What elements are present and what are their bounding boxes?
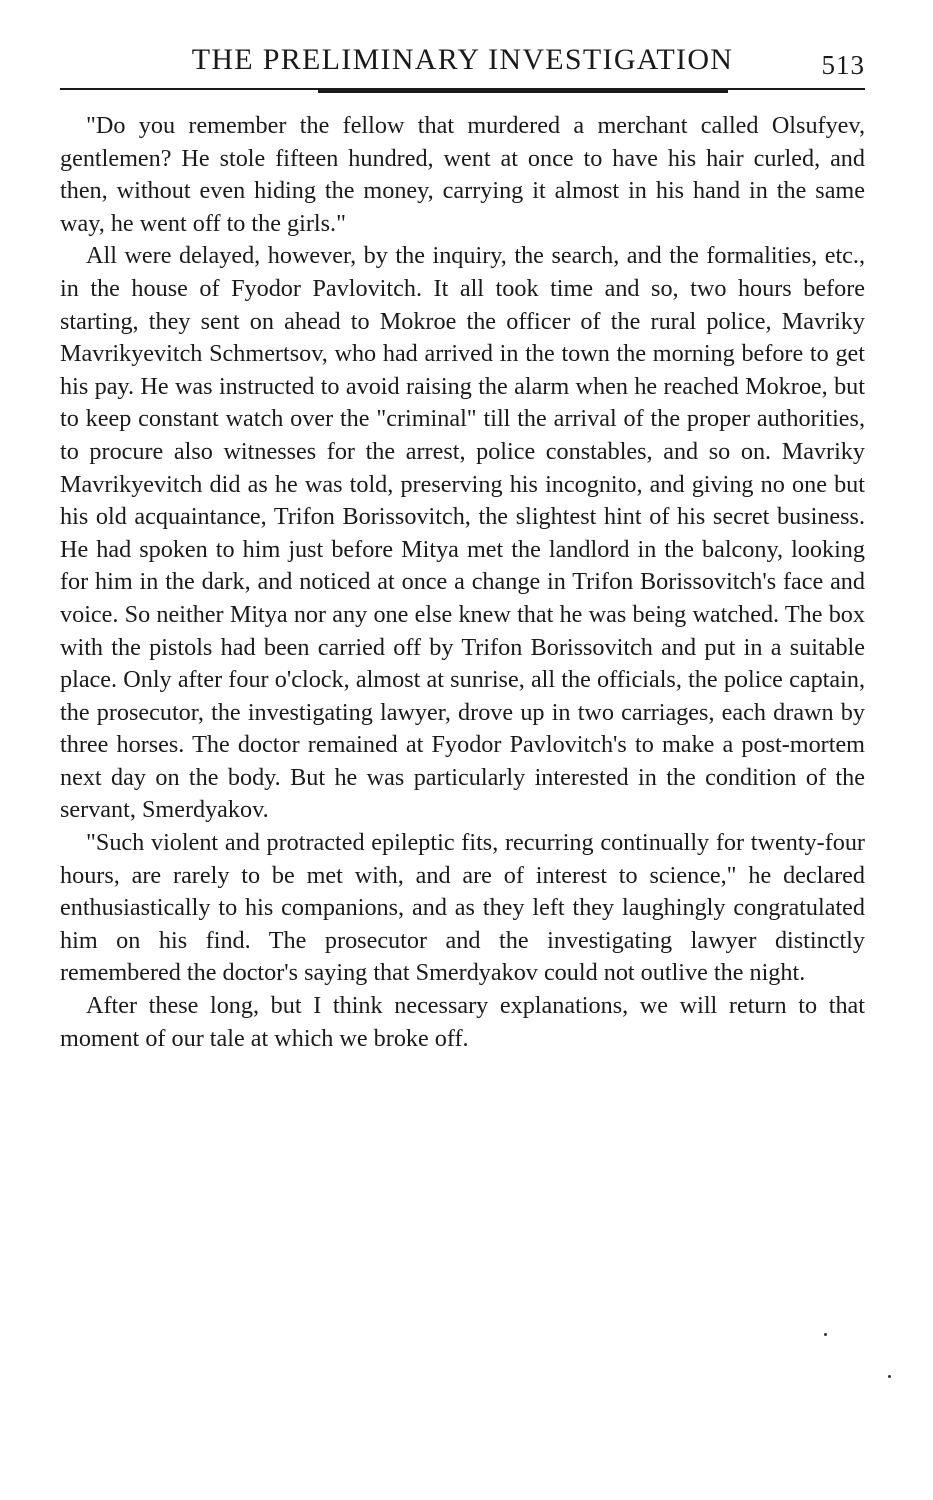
paper-speck — [824, 1333, 827, 1336]
body-text — [60, 110, 865, 1055]
paragraph: "Such violent and protracted epileptic fits, recurring continually for twenty-four hours, are rarely to be met with, and are of interest to science," he declared enthusiastically to his companions, and as they left they laughingly congratulated him on his find. The prosecutor and the investigating lawyer distinctly remembered the doctor's saying that Smerdyakov could not outlive the night. — [60, 829, 865, 987]
paragraph: All were delayed, however, by the inquiry, the search, and the formalities, etc., in the house of Fyodor Pavlovitch. It all took time and so, two hours before starting, they sent on ahead to Mokroe the officer of the rural police, Mavriky Mavrikyevitch Schmertsov, who had arrived in the town the morning before to get his pay. He was instructed to avoid raising the alarm when he reached Mokroe, but to keep constant watch over the "criminal" till the arrival of the proper authorities, to procure also witnesses for the arrest, police constables, and so on. Mavriky Mavrikyevitch did as he was told, preserving his incognito, and giving no one but his old acquaintance, Trifon Borissovitch, the slightest hint of his secret business. He had spoken to him just before Mitya met the landlord in the balcony, looking for him in the dark, and noticed at once a change in Trifon Borissovitch's face and voice. So neither Mitya nor any one else knew that he was being watched. The box with the pistols had been carried off by Trifon Borissovitch and put in a suitable place. Only after four o'clock, almost at sunrise, all the officials, the police captain, the prosecutor, the investigating lawyer, drove up in two carriages, each drawn by three horses. The doctor remained at Fyodor Pavlovitch's to make a post-mortem next day on the body. But he was particularly interested in the condition of the servant, Smerdyakov. — [60, 242, 865, 824]
header-rule — [60, 88, 865, 92]
paragraph: After these long, but I think necessary explanations, we will return to that moment of our tale at which we broke off. — [60, 992, 865, 1052]
header-rule-bar — [318, 88, 728, 93]
paragraph: "Do you remember the fellow that murdered a merchant called Olsufyev, gentlemen? He stole fifteen hundred, went at once to have his hair curled, and then, without even hiding the money, carrying it almost in his hand in the same way, he went off to the girls." — [60, 112, 865, 237]
running-head — [60, 40, 865, 84]
running-title: THE PRELIMINARY INVESTIGATION — [191, 43, 734, 76]
paper-speck — [888, 1375, 891, 1378]
page-number: 513 — [821, 50, 865, 80]
